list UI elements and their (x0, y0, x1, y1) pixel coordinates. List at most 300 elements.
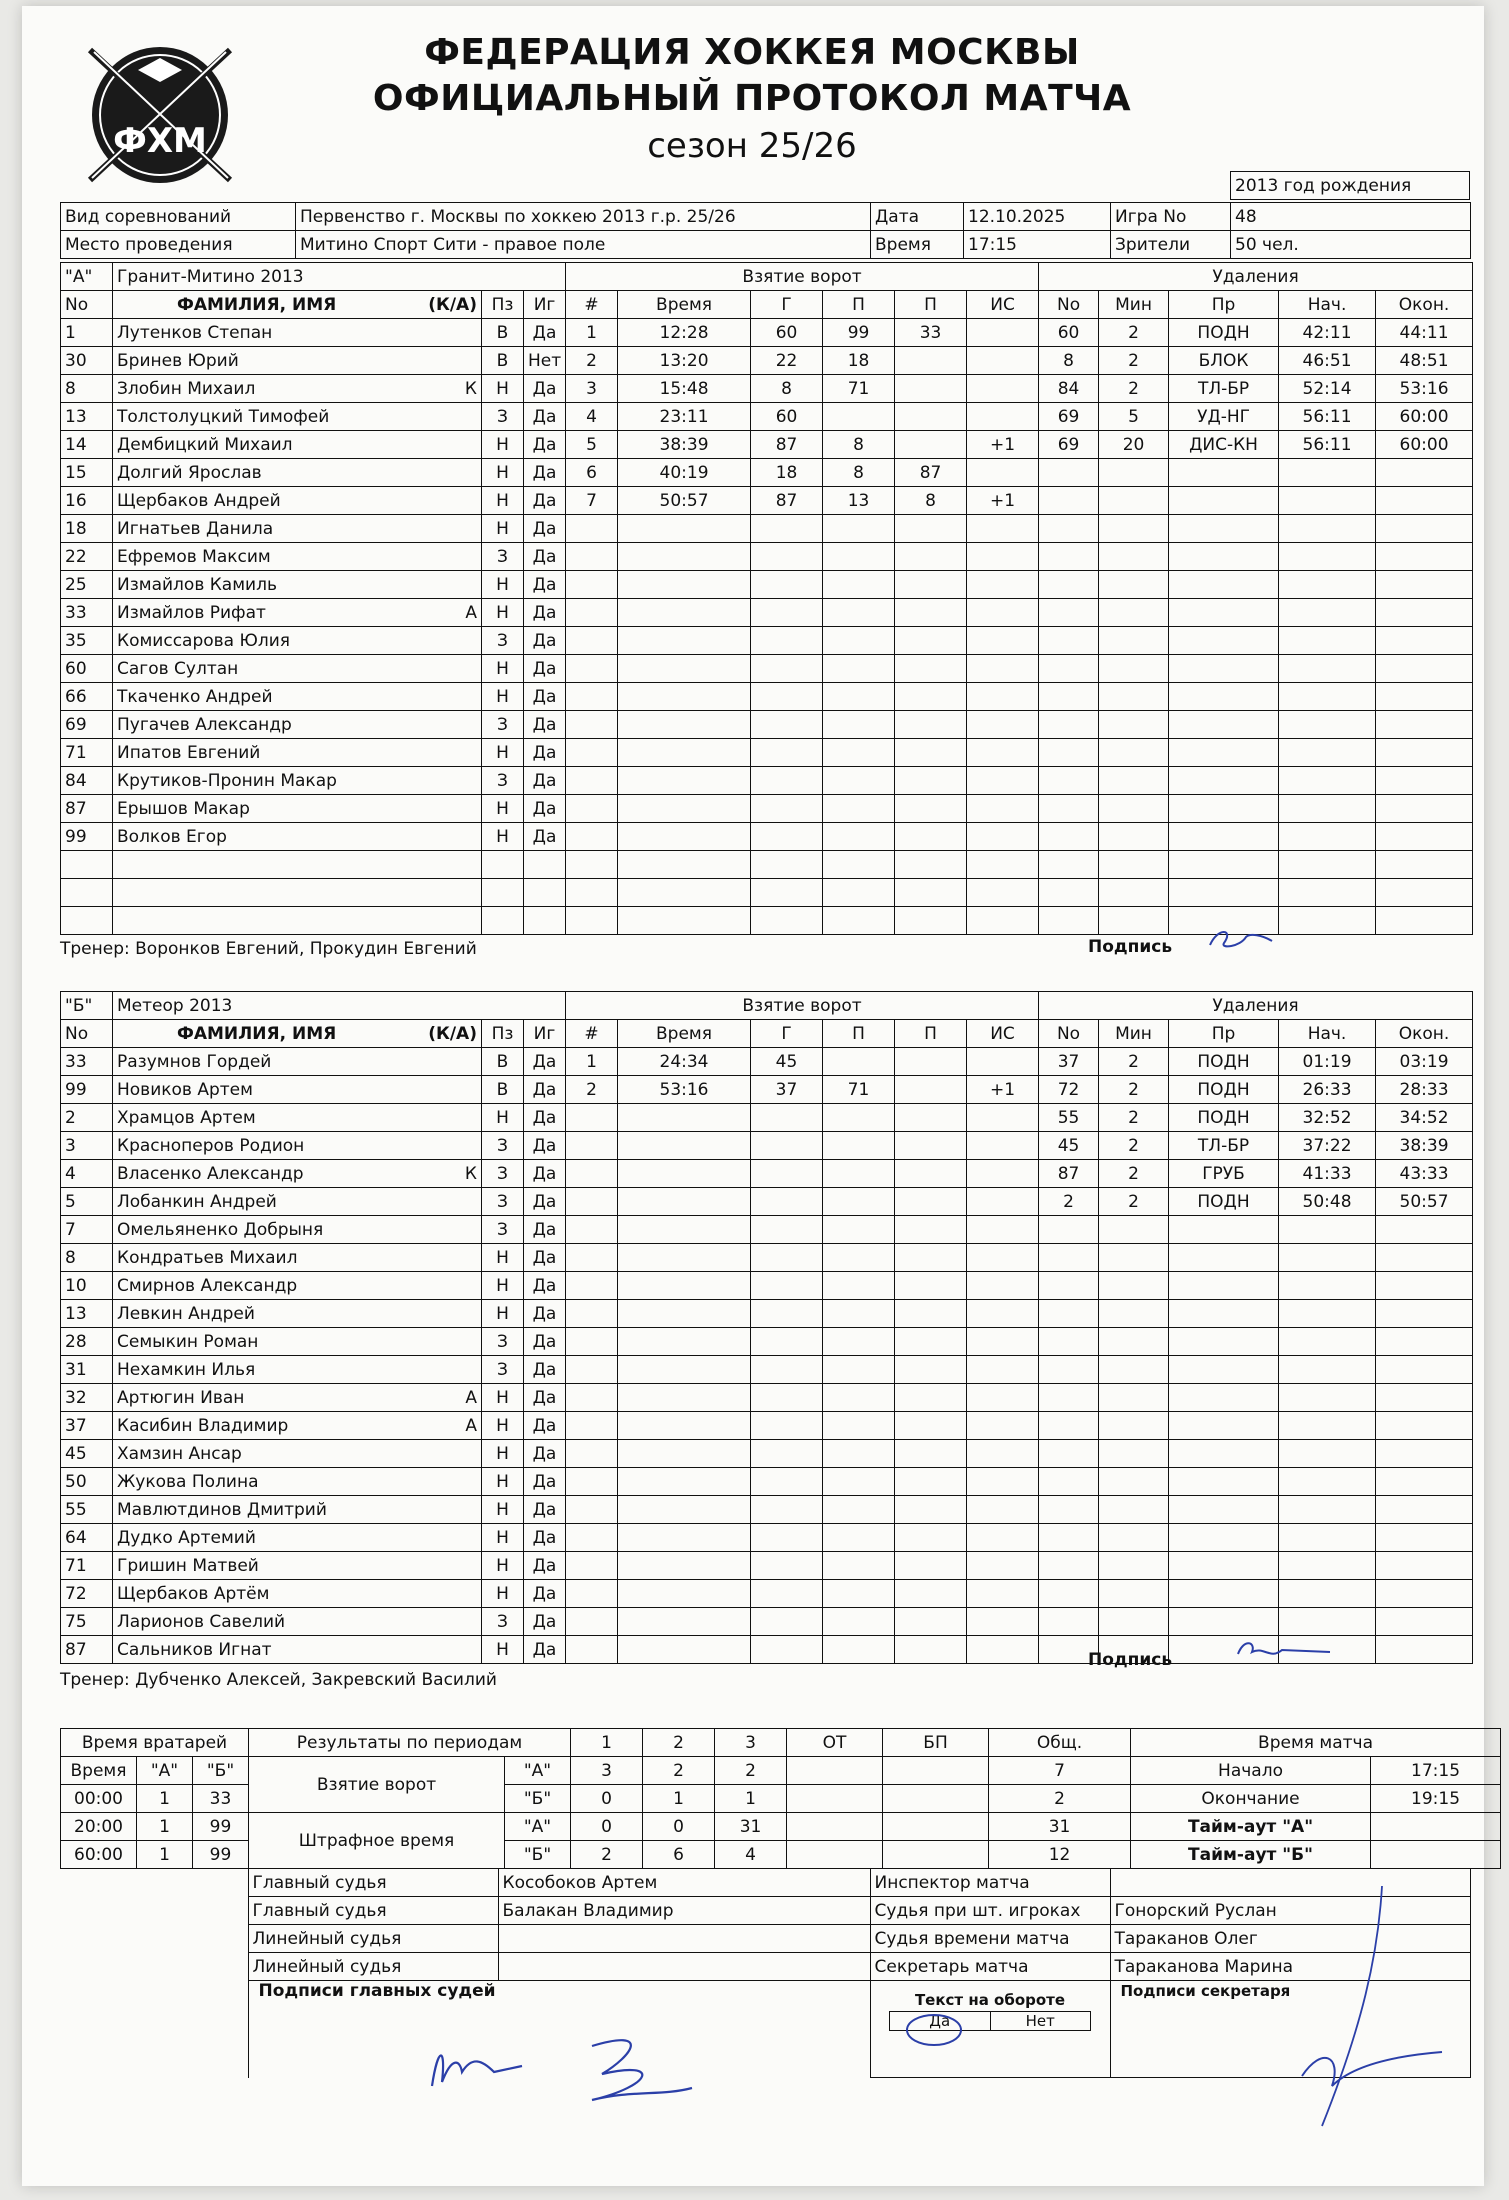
goal-assist-2 (895, 1552, 967, 1580)
player-played: Да (524, 375, 566, 403)
goal-scorer: 87 (751, 431, 823, 459)
penalty-minutes (1099, 1272, 1169, 1300)
goal-scorer (751, 1188, 823, 1216)
penalty-end (1376, 739, 1473, 767)
player-position: Н (482, 739, 524, 767)
player-name: Касибин Владимир (117, 1415, 289, 1436)
goal-time (618, 1216, 751, 1244)
player-number: 87 (61, 1636, 113, 1664)
col-time: Время (618, 291, 751, 319)
goal-assist-2 (895, 1272, 967, 1300)
timeout-b-label: Тайм-аут "Б" (1131, 1841, 1371, 1869)
player-played: Да (524, 823, 566, 851)
penalty-start (1279, 795, 1376, 823)
goal-scorer (751, 1636, 823, 1664)
penalty-start (1279, 1244, 1376, 1272)
goal-time (618, 683, 751, 711)
goalie-cell: 1 (137, 1785, 193, 1813)
penalty-reason (1169, 1300, 1279, 1328)
goal-assist-1 (823, 1468, 895, 1496)
penalty-reason (1169, 1580, 1279, 1608)
penalty-minutes: 2 (1099, 1076, 1169, 1104)
goal-assist-1: 8 (823, 431, 895, 459)
player-played: Да (524, 1048, 566, 1076)
player-name: Разумнов Гордей (117, 1051, 272, 1072)
goal-scorer (751, 683, 823, 711)
goal-situation (967, 1188, 1039, 1216)
penalty-start: 52:14 (1279, 375, 1376, 403)
col-played: Иг (524, 291, 566, 319)
penalty-start (1279, 1216, 1376, 1244)
player-name: Нехамкин Илья (117, 1359, 256, 1380)
penalty-player (1039, 1412, 1099, 1440)
goal-number (566, 1244, 618, 1272)
player-row (61, 655, 1473, 683)
penalty-start (1279, 543, 1376, 571)
venue-value: Митино Спорт Сити - правое поле (296, 231, 871, 259)
player-row (61, 739, 1473, 767)
goal-scorer (751, 1132, 823, 1160)
penalty-start (1279, 571, 1376, 599)
player-number: 33 (61, 1048, 113, 1076)
penalty-start: 37:22 (1279, 1132, 1376, 1160)
goalies-b-header: "Б" (193, 1757, 249, 1785)
player-name: Ларионов Савелий (117, 1611, 286, 1632)
penalty-start (1279, 1412, 1376, 1440)
goal-assist-2 (895, 1160, 967, 1188)
player-name-cell (113, 403, 482, 431)
player-position: Н (482, 1468, 524, 1496)
player-number: 75 (61, 1608, 113, 1636)
player-name-cell (113, 599, 482, 627)
team-b-letter: "Б" (61, 992, 113, 1020)
penalty-reason: БЛОК (1169, 347, 1279, 375)
goal-situation (967, 319, 1039, 347)
goal-situation (967, 1524, 1039, 1552)
goal-situation (967, 1356, 1039, 1384)
penalty-minutes (1099, 459, 1169, 487)
player-played: Да (524, 1468, 566, 1496)
penalty-start (1279, 907, 1376, 935)
player-name: Игнатьев Данила (117, 518, 274, 539)
player-row (61, 1440, 1473, 1468)
player-number: 64 (61, 1524, 113, 1552)
col-start: Нач. (1279, 1020, 1376, 1048)
goal-assist-1: 71 (823, 1076, 895, 1104)
penalty-reason (1169, 1552, 1279, 1580)
goal-time: 40:19 (618, 459, 751, 487)
team-a-header-row (61, 291, 1473, 319)
goalie-cell: 00:00 (61, 1785, 137, 1813)
player-played: Да (524, 1496, 566, 1524)
federation-title: ФЕДЕРАЦИЯ ХОККЕЯ МОСКВЫ (424, 32, 1080, 73)
penalty-minutes (1099, 1244, 1169, 1272)
player-position: Н (482, 459, 524, 487)
col-pr: Пр (1169, 1020, 1279, 1048)
penalty-minutes (1099, 907, 1169, 935)
player-row (61, 1076, 1473, 1104)
penalty-end (1376, 543, 1473, 571)
goal-scorer (751, 543, 823, 571)
player-position: З (482, 1356, 524, 1384)
match-start-label: Начало (1131, 1757, 1371, 1785)
refs-signature-box: Подписи главных судей (248, 1981, 870, 2078)
goalie-cell: 99 (193, 1841, 249, 1869)
player-number: 28 (61, 1328, 113, 1356)
player-name: Дудко Артемий (117, 1527, 256, 1548)
goal-number: 3 (566, 375, 618, 403)
player-number: 71 (61, 739, 113, 767)
penalty-player (1039, 1608, 1099, 1636)
player-played (524, 851, 566, 879)
goal-number (566, 1524, 618, 1552)
player-position: Н (482, 655, 524, 683)
player-name: Измайлов Рифат (117, 602, 266, 623)
player-played: Да (524, 1244, 566, 1272)
player-number: 71 (61, 1552, 113, 1580)
goal-assist-2 (895, 1104, 967, 1132)
goal-time: 13:20 (618, 347, 751, 375)
timekeeper-label: Судья времени матча (870, 1925, 1110, 1953)
goal-number (566, 599, 618, 627)
penalty-end (1376, 487, 1473, 515)
player-played: Да (524, 1440, 566, 1468)
player-name-cell (113, 1076, 482, 1104)
goal-situation (967, 1216, 1039, 1244)
goal-number (566, 879, 618, 907)
penalty-end (1376, 1384, 1473, 1412)
penalty-start (1279, 1440, 1376, 1468)
penalty-end (1376, 1272, 1473, 1300)
player-played: Да (524, 655, 566, 683)
goal-situation (967, 739, 1039, 767)
period-row-team: "А" (505, 1813, 571, 1841)
team-a-coach: Тренер: Воронков Евгений, Прокудин Евгений (60, 939, 477, 959)
penalty-start (1279, 1552, 1376, 1580)
goal-assist-1 (823, 599, 895, 627)
goal-scorer (751, 1608, 823, 1636)
penalty-end (1376, 571, 1473, 599)
player-row (61, 1160, 1473, 1188)
goals-label: Взятие ворот (249, 1757, 505, 1813)
penalty-player: 87 (1039, 1160, 1099, 1188)
col-no: No (61, 1020, 113, 1048)
penalty-start: 26:33 (1279, 1076, 1376, 1104)
ref2-name: Балакан Владимир (498, 1897, 870, 1925)
spect-label: Зрители (1111, 231, 1231, 259)
player-name-cell (113, 907, 482, 935)
goal-assist-2 (895, 795, 967, 823)
penalty-reason (1169, 543, 1279, 571)
penalty-end (1376, 879, 1473, 907)
penalty-end (1376, 1216, 1473, 1244)
goal-number (566, 515, 618, 543)
player-name-cell (113, 1048, 482, 1076)
period-cell: 2 (715, 1757, 787, 1785)
goal-assist-1 (823, 627, 895, 655)
penalty-minutes (1099, 487, 1169, 515)
penalty-player (1039, 795, 1099, 823)
timekeeper-name: Тараканов Олег (1110, 1925, 1470, 1953)
penalty-end (1376, 459, 1473, 487)
goal-situation (967, 543, 1039, 571)
team-a-signature-label: Подпись (1088, 937, 1173, 957)
penalty-player (1039, 655, 1099, 683)
period-cell: 0 (571, 1785, 643, 1813)
goal-assist-1 (823, 1384, 895, 1412)
goal-situation (967, 347, 1039, 375)
penalty-start (1279, 1384, 1376, 1412)
player-played: Да (524, 1412, 566, 1440)
goal-assist-2 (895, 655, 967, 683)
player-played (524, 907, 566, 935)
goal-assist-1: 18 (823, 347, 895, 375)
player-row (61, 823, 1473, 851)
player-number: 2 (61, 1104, 113, 1132)
player-role: А (465, 1415, 477, 1436)
goal-assist-2 (895, 1496, 967, 1524)
penalty-reason (1169, 487, 1279, 515)
secretary-signature-box: Подписи секретаря (1110, 1981, 1470, 2078)
goal-number: 2 (566, 1076, 618, 1104)
player-number: 8 (61, 1244, 113, 1272)
goal-assist-2 (895, 1076, 967, 1104)
game-label: Игра No (1111, 203, 1231, 231)
penalty-player (1039, 515, 1099, 543)
penalty-reason: ГРУБ (1169, 1160, 1279, 1188)
player-name-cell (113, 1580, 482, 1608)
goal-number (566, 1160, 618, 1188)
player-name: Новиков Артем (117, 1079, 253, 1100)
goal-time: 15:48 (618, 375, 751, 403)
penalty-minutes: 2 (1099, 375, 1169, 403)
player-position: Н (482, 487, 524, 515)
goal-assist-1 (823, 1552, 895, 1580)
goal-number: 4 (566, 403, 618, 431)
player-name: Сальников Игнат (117, 1639, 272, 1660)
player-number: 45 (61, 1440, 113, 1468)
penalty-end (1376, 823, 1473, 851)
goal-scorer (751, 1300, 823, 1328)
goal-situation (967, 1272, 1039, 1300)
penalty-minutes: 2 (1099, 1132, 1169, 1160)
goal-assist-1: 13 (823, 487, 895, 515)
player-name-cell (113, 1356, 482, 1384)
goal-number (566, 1552, 618, 1580)
col-min: Мин (1099, 1020, 1169, 1048)
penalty-start (1279, 1580, 1376, 1608)
date-label: Дата (871, 203, 964, 231)
player-number: 66 (61, 683, 113, 711)
goal-situation (967, 1328, 1039, 1356)
goal-time: 38:39 (618, 431, 751, 459)
goalie-cell: 60:00 (61, 1841, 137, 1869)
player-row (61, 1608, 1473, 1636)
penalty-start (1279, 711, 1376, 739)
player-played: Да (524, 767, 566, 795)
back-text-label: Текст на обороте (914, 1991, 1066, 2009)
penalty-reason (1169, 1244, 1279, 1272)
penalty-reason (1169, 1496, 1279, 1524)
goal-assist-2 (895, 599, 967, 627)
player-number: 33 (61, 599, 113, 627)
goal-time (618, 599, 751, 627)
col-p1: П (823, 1020, 895, 1048)
goal-situation (967, 1104, 1039, 1132)
period-cell: 6 (643, 1841, 715, 1869)
player-position: Н (482, 1412, 524, 1440)
goal-assist-2 (895, 1048, 967, 1076)
goal-time (618, 515, 751, 543)
player-number: 18 (61, 515, 113, 543)
penalty-reason (1169, 1384, 1279, 1412)
player-name-cell (113, 1216, 482, 1244)
goal-time (618, 1496, 751, 1524)
penalty-end: 60:00 (1376, 431, 1473, 459)
goal-assist-2 (895, 1468, 967, 1496)
period-cell (883, 1757, 989, 1785)
player-name: Долгий Ярослав (117, 462, 262, 483)
player-number: 35 (61, 627, 113, 655)
goal-assist-2 (895, 907, 967, 935)
goal-situation (967, 1300, 1039, 1328)
period-cell: 2 (571, 1841, 643, 1869)
penalty-end: 34:52 (1376, 1104, 1473, 1132)
player-row (61, 403, 1473, 431)
goal-situation (967, 1048, 1039, 1076)
player-position: Н (482, 1272, 524, 1300)
player-name: Ефремов Максим (117, 546, 271, 567)
goal-assist-1 (823, 1636, 895, 1664)
secretary-label: Секретарь матча (870, 1953, 1110, 1981)
penalty-start (1279, 1496, 1376, 1524)
goal-time (618, 1356, 751, 1384)
penalty-start (1279, 1272, 1376, 1300)
title-block (352, 30, 1152, 170)
col-g: Г (751, 291, 823, 319)
period-cell: 0 (643, 1813, 715, 1841)
penalty-minutes (1099, 1524, 1169, 1552)
timeout-b (1371, 1841, 1501, 1869)
player-number: 25 (61, 571, 113, 599)
penalty-minutes (1099, 627, 1169, 655)
goal-scorer (751, 1328, 823, 1356)
period-cell: 4 (715, 1841, 787, 1869)
goal-number: 6 (566, 459, 618, 487)
spect-value: 50 чел. (1231, 231, 1471, 259)
penalty-reason (1169, 655, 1279, 683)
goal-number (566, 795, 618, 823)
player-played: Да (524, 571, 566, 599)
penalty-reason: ДИС-КН (1169, 431, 1279, 459)
player-played: Да (524, 1636, 566, 1664)
goal-scorer (751, 1216, 823, 1244)
goal-assist-2 (895, 1608, 967, 1636)
player-row (61, 1524, 1473, 1552)
goal-situation (967, 375, 1039, 403)
penalty-start (1279, 627, 1376, 655)
player-number: 7 (61, 1216, 113, 1244)
penalty-reason: ТЛ-БР (1169, 1132, 1279, 1160)
player-position: З (482, 627, 524, 655)
col-p1: П (823, 291, 895, 319)
goal-situation (967, 879, 1039, 907)
player-position: Н (482, 431, 524, 459)
period-cell: 1 (715, 1785, 787, 1813)
goalie-cell: 33 (193, 1785, 249, 1813)
goal-number (566, 683, 618, 711)
player-position: Н (482, 571, 524, 599)
player-row (61, 1300, 1473, 1328)
player-name-cell (113, 739, 482, 767)
goal-situation: +1 (967, 487, 1039, 515)
penalty-reason (1169, 683, 1279, 711)
team-b-signature-label: Подпись (1088, 1650, 1173, 1670)
penalty-end (1376, 1356, 1473, 1384)
goal-time (618, 1468, 751, 1496)
goal-assist-1 (823, 1104, 895, 1132)
player-name: Кондратьев Михаил (117, 1247, 298, 1268)
goal-situation (967, 1244, 1039, 1272)
player-number: 14 (61, 431, 113, 459)
penalty-minutes: 5 (1099, 403, 1169, 431)
penalty-minutes (1099, 1468, 1169, 1496)
goal-number (566, 1216, 618, 1244)
goal-assist-1 (823, 1356, 895, 1384)
goal-number (566, 1440, 618, 1468)
penalty-start (1279, 683, 1376, 711)
venue-label: Место проведения (61, 231, 296, 259)
player-row (61, 543, 1473, 571)
back-no[interactable]: Нет (1025, 2012, 1055, 2030)
player-number: 30 (61, 347, 113, 375)
player-name: Крутиков-Пронин Макар (117, 770, 337, 791)
period-total: 2 (989, 1785, 1131, 1813)
penalty-end (1376, 683, 1473, 711)
goal-number (566, 1412, 618, 1440)
player-played: Да (524, 627, 566, 655)
goal-number (566, 1328, 618, 1356)
timeout-a-label: Тайм-аут "А" (1131, 1813, 1371, 1841)
player-position: Н (482, 795, 524, 823)
player-name: Хамзин Ансар (117, 1443, 242, 1464)
back-yes[interactable]: Да (890, 2012, 991, 2030)
player-name: Лобанкин Андрей (117, 1191, 277, 1212)
player-name: Ткаченко Андрей (117, 686, 273, 707)
player-name-cell (113, 1468, 482, 1496)
penalty-reason (1169, 1272, 1279, 1300)
goal-assist-2 (895, 1524, 967, 1552)
goal-situation (967, 1468, 1039, 1496)
penalty-reason (1169, 571, 1279, 599)
player-role: К (464, 1163, 477, 1184)
team-b-coach: Тренер: Дубченко Алексей, Закревский Василий (60, 1670, 497, 1690)
team-b-signature (1230, 1634, 1340, 1668)
penalty-player: 69 (1039, 403, 1099, 431)
player-row (61, 487, 1473, 515)
goal-number: 1 (566, 319, 618, 347)
penalty-end (1376, 1524, 1473, 1552)
player-number: 13 (61, 403, 113, 431)
penalty-start: 50:48 (1279, 1188, 1376, 1216)
period-cell: 2 (643, 1757, 715, 1785)
team-b-pen-title: Удаления (1039, 992, 1473, 1020)
goal-assist-2 (895, 1244, 967, 1272)
penalty-player (1039, 459, 1099, 487)
player-number: 60 (61, 655, 113, 683)
penalty-start (1279, 1608, 1376, 1636)
player-name-cell (113, 459, 482, 487)
